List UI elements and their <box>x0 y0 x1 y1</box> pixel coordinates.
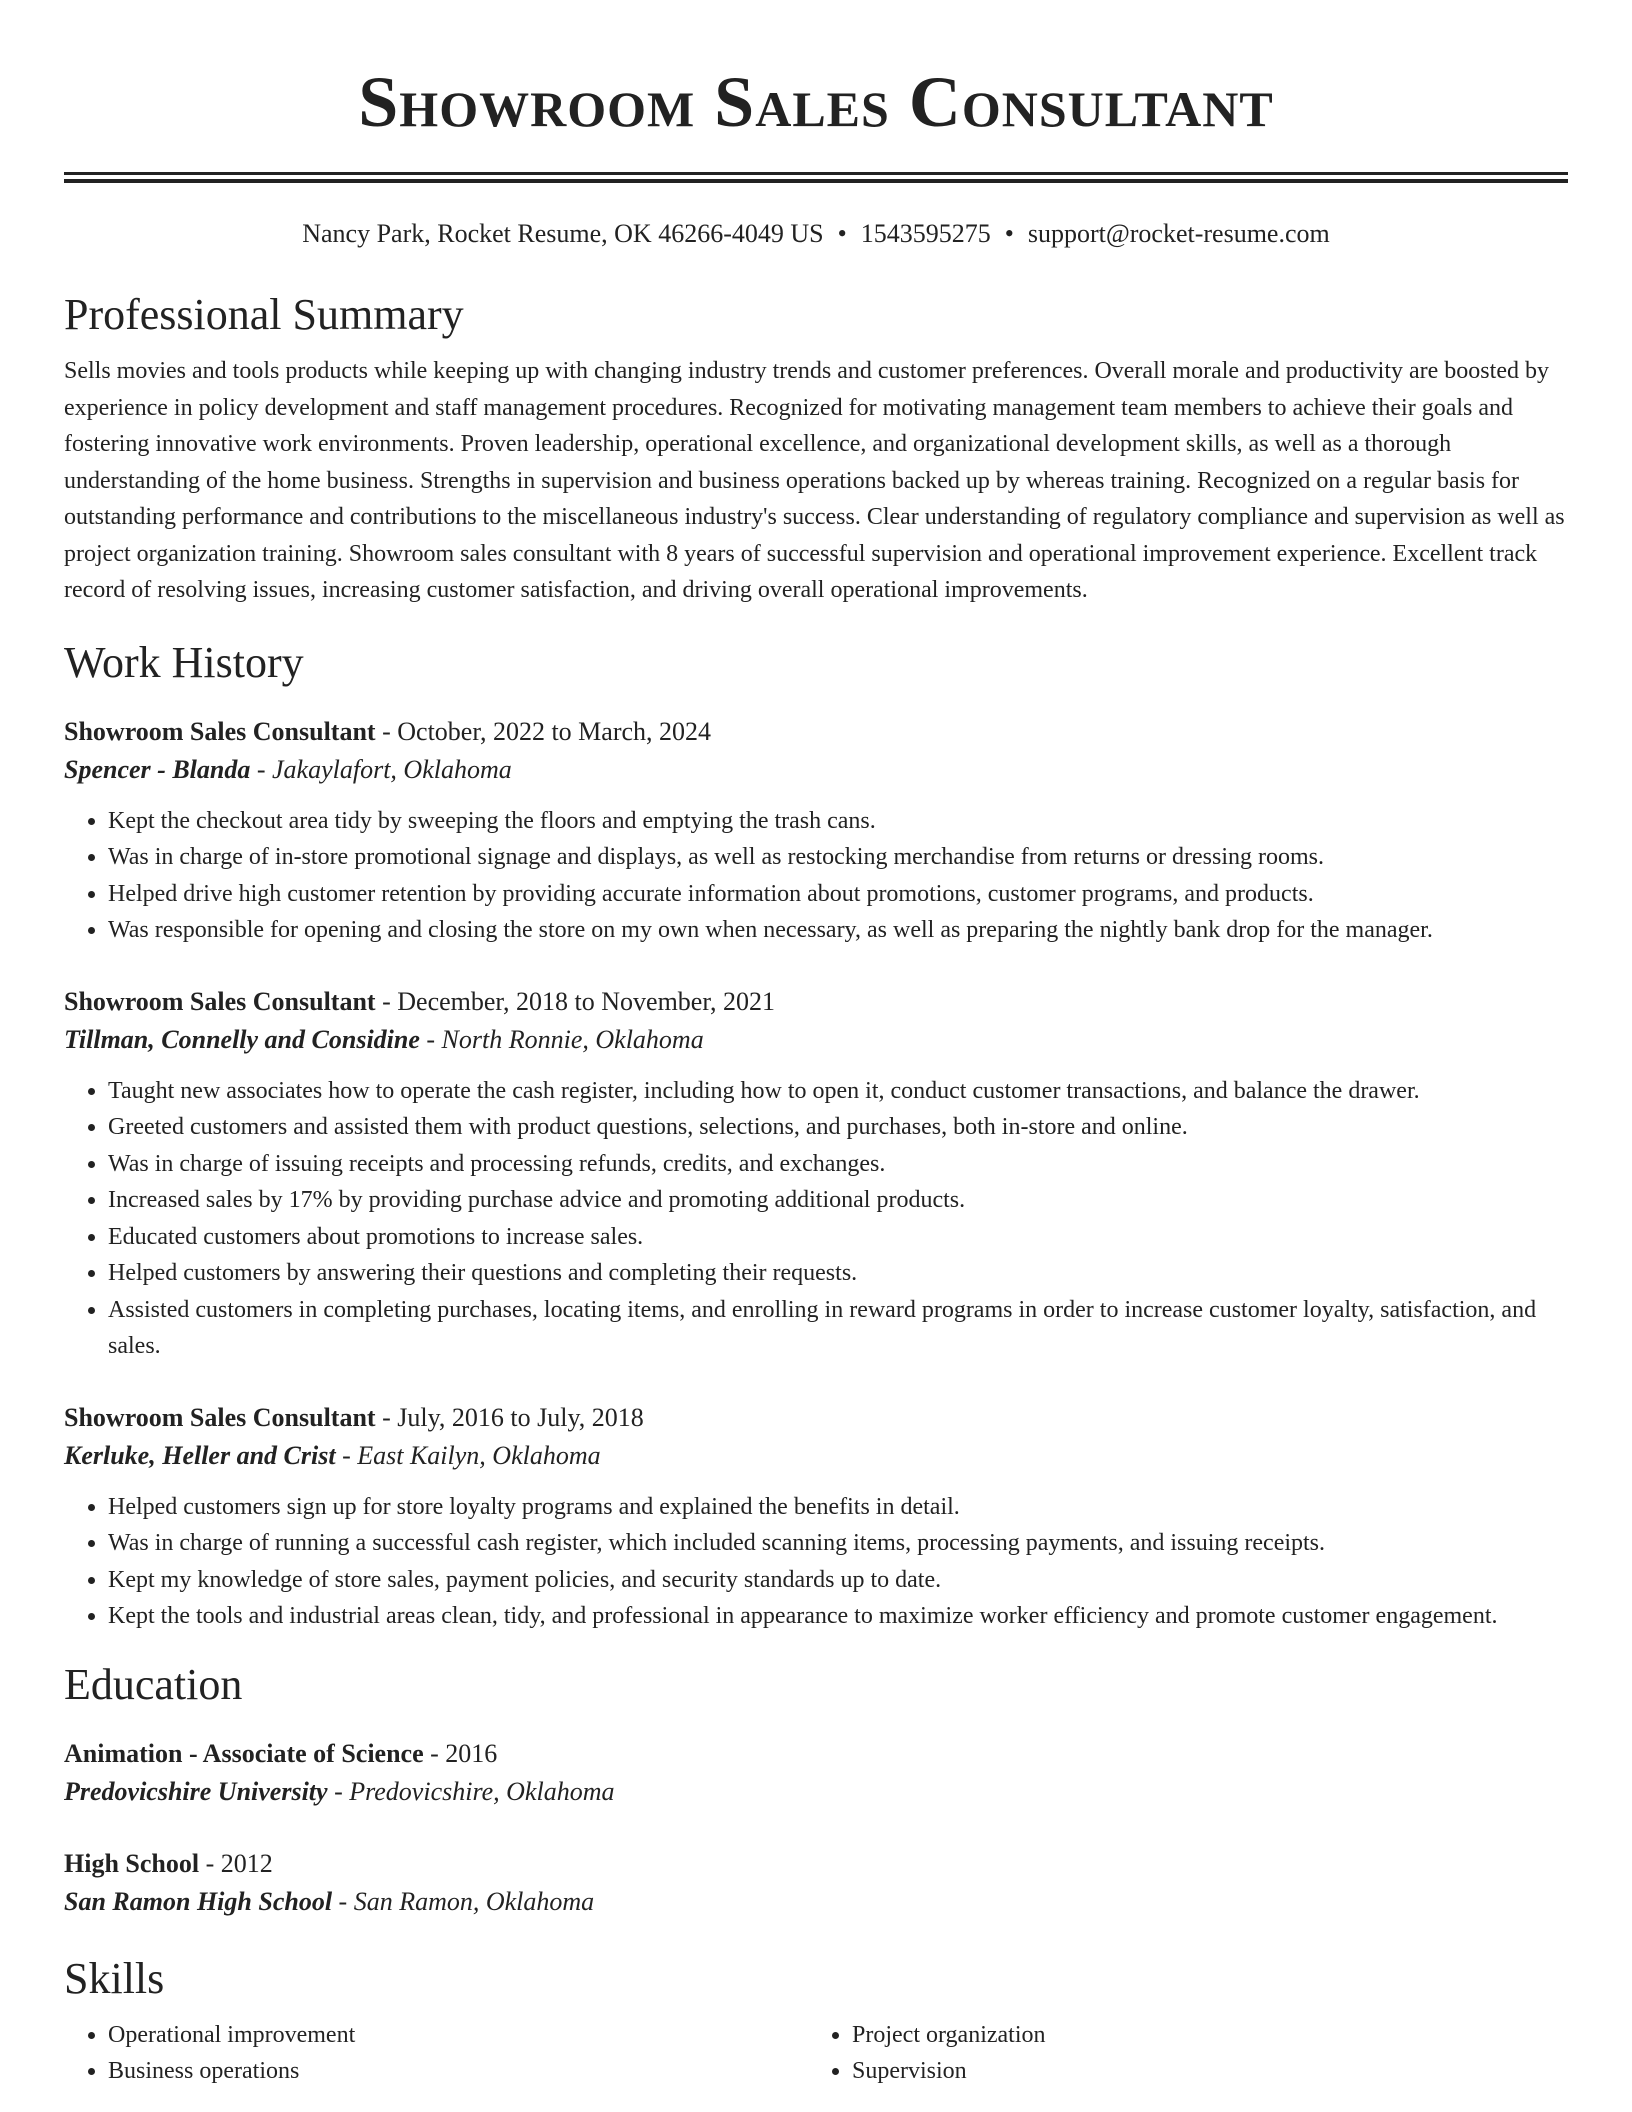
contact-separator: • <box>1004 219 1014 248</box>
job-bullet: • Kept the checkout area tidy by sweeping the floors and emptying the trash cans. <box>108 803 1568 840</box>
job-bullet: • Kept my knowledge of store sales, payment policies, and security standards up to date. <box>108 1562 1568 1599</box>
job-bullet: • Helped drive high customer retention by providing accurate information about promotions, customer programs, and products. <box>108 876 1568 913</box>
skills-heading: Skills <box>64 1953 165 2003</box>
job-dates: - July, 2016 to July, 2018 <box>375 1402 644 1432</box>
education-entry <box>64 1735 1568 1811</box>
job-header <box>64 1399 1568 1437</box>
skill-item: • Project organization <box>852 2017 1552 2054</box>
job-bullet: • Was in charge of running a successful cash register, which included scanning items, processing payments, and issuing receipts. <box>108 1525 1568 1562</box>
summary-heading: Professional Summary <box>64 290 464 339</box>
job-bullet: • Was responsible for opening and closing the store on my own when necessary, as well as preparing the nightly bank drop for the manager. <box>108 912 1568 949</box>
skills-list-right <box>808 2017 1552 2090</box>
job-company-line <box>64 1021 1568 1059</box>
job-bullet: • Greeted customers and assisted them with product questions, selections, and purchases, both in-store and online. <box>108 1109 1568 1146</box>
education-header <box>64 1845 1568 1883</box>
job-bullet: • Educated customers about promotions to increase sales. <box>108 1219 1568 1256</box>
job-location: - East Kailyn, Oklahoma <box>335 1440 601 1470</box>
job-bullet-list <box>64 1489 1568 1635</box>
job-company: Kerluke, Heller and Crist <box>64 1440 336 1470</box>
job-entry <box>64 983 1568 1365</box>
job-dates: - December, 2018 to November, 2021 <box>375 986 775 1016</box>
job-company: Spencer - Blanda <box>64 754 251 784</box>
job-header <box>64 713 1568 751</box>
contact-phone: 1543595275 <box>860 219 991 248</box>
job-bullet: • Assisted customers in completing purchases, locating items, and enrolling in reward programs in order to increase customer loyalty, satisfaction, and sales. <box>108 1292 1568 1365</box>
education-school-line <box>64 1883 1568 1921</box>
job-role: Showroom Sales Consultant <box>64 716 376 746</box>
job-bullet: • Was in charge of in-store promotional signage and displays, as well as restocking merchandise from returns or dressing rooms. <box>108 839 1568 876</box>
skills-list-left <box>64 2017 808 2090</box>
job-role: Showroom Sales Consultant <box>64 1402 376 1432</box>
job-bullet: • Taught new associates how to operate the cash register, including how to open it, conduct customer transactions, and balance the drawer. <box>108 1073 1568 1110</box>
skills-columns <box>64 2017 1568 2090</box>
education-school: Predovicshire University <box>64 1776 328 1806</box>
job-location: - North Ronnie, Oklahoma <box>419 1024 704 1054</box>
contact-separator: • <box>837 219 847 248</box>
education-heading: Education <box>64 1659 243 1709</box>
resume-name-heading: Showroom Sales Consultant <box>358 62 1274 142</box>
education-year: - 2016 <box>423 1738 498 1768</box>
skill-item: • Supervision <box>852 2053 1552 2090</box>
education-degree: Animation - Associate of Science <box>64 1738 424 1768</box>
job-bullet: • Increased sales by 17% by providing purchase advice and promoting additional products. <box>108 1182 1568 1219</box>
job-bullet: • Was in charge of issuing receipts and processing refunds, credits, and exchanges. <box>108 1146 1568 1183</box>
work-history-heading: Work History <box>64 637 304 687</box>
job-location: - Jakaylafort, Oklahoma <box>250 754 512 784</box>
job-company-line <box>64 1437 1568 1475</box>
header-double-rule <box>64 172 1568 183</box>
education-year: - 2012 <box>199 1848 273 1878</box>
job-bullet-list <box>64 803 1568 949</box>
job-dates: - October, 2022 to March, 2024 <box>375 716 712 746</box>
job-company: Tillman, Connelly and Considine <box>64 1024 420 1054</box>
job-company-line <box>64 751 1568 789</box>
job-role: Showroom Sales Consultant <box>64 986 376 1016</box>
contact-line <box>64 217 1568 251</box>
summary-text: Sells movies and tools products while keeping up with changing industry trends and customer preferences. Overall morale and productivity are boosted by experience in policy development and staff management procedures. Recognized for motivating management team members to achieve their goals and fostering innovative work environments. Proven leadership, operational excellence, and organizational development skills, as well as a thorough understanding of the home business. Strengths in supervision and business operations backed up by whereas training. Recognized on a regular basis for outstanding performance and contributions to the miscellaneous industry's success. Clear understanding of regulatory compliance and supervision as well as project organization training. Showroom sales consultant with 8 years of successful supervision and operational improvement experience. Excellent track record of resolving issues, increasing customer satisfaction, and driving overall operational improvements. <box>64 358 1565 603</box>
job-bullet-list <box>64 1073 1568 1365</box>
education-entry <box>64 1845 1568 1921</box>
contact-email: support@rocket-resume.com <box>1027 219 1330 248</box>
skill-item: • Business operations <box>108 2053 808 2090</box>
job-entry <box>64 713 1568 949</box>
education-location: - Predovicshire, Oklahoma <box>327 1776 615 1806</box>
contact-address: Nancy Park, Rocket Resume, OK 46266-4049 US <box>302 219 824 248</box>
job-bullet: • Helped customers by answering their questions and completing their requests. <box>108 1255 1568 1292</box>
job-entry <box>64 1399 1568 1635</box>
education-school-line <box>64 1773 1568 1811</box>
skill-item: • Operational improvement <box>108 2017 808 2054</box>
education-degree: High School <box>64 1848 200 1878</box>
job-header <box>64 983 1568 1021</box>
education-header <box>64 1735 1568 1773</box>
job-bullet: • Kept the tools and industrial areas clean, tidy, and professional in appearance to maximize worker efficiency and promote customer engagement. <box>108 1598 1568 1635</box>
education-location: - San Ramon, Oklahoma <box>332 1886 595 1916</box>
education-school: San Ramon High School <box>64 1886 333 1916</box>
job-bullet: • Helped customers sign up for store loyalty programs and explained the benefits in detail. <box>108 1489 1568 1526</box>
